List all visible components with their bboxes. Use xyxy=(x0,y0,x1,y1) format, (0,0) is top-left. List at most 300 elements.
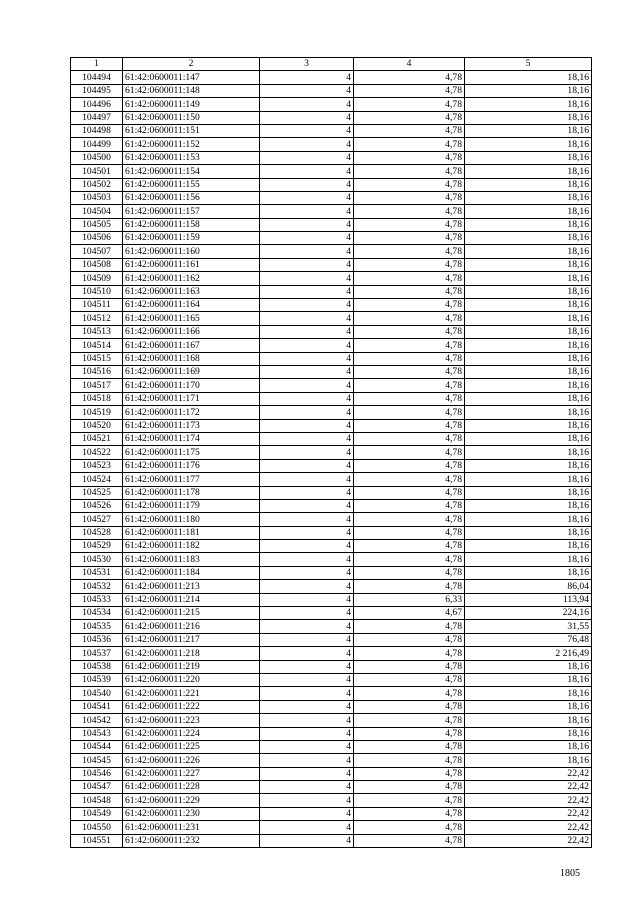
cell-row-number: 104526 xyxy=(71,499,123,512)
cell-row-number: 104499 xyxy=(71,138,123,151)
cell-row-number: 104551 xyxy=(71,834,123,847)
cell-col5: 18,16 xyxy=(465,660,592,673)
cell-cadastral-number: 61:42:0600011:155 xyxy=(123,178,260,191)
cell-row-number: 104506 xyxy=(71,232,123,245)
cell-col4: 4,78 xyxy=(354,633,465,646)
table-row xyxy=(71,178,592,191)
cell-col5: 18,16 xyxy=(465,339,592,352)
cell-col4: 4,78 xyxy=(354,767,465,780)
table-row xyxy=(71,540,592,553)
cell-row-number: 104512 xyxy=(71,312,123,325)
cell-row-number: 104531 xyxy=(71,566,123,579)
table-row xyxy=(71,660,592,673)
cell-cadastral-number: 61:42:0600011:165 xyxy=(123,312,260,325)
table-row xyxy=(71,714,592,727)
cell-col4: 4,78 xyxy=(354,258,465,271)
cell-row-number: 104549 xyxy=(71,807,123,820)
cell-col5: 18,16 xyxy=(465,151,592,164)
cell-cadastral-number: 61:42:0600011:172 xyxy=(123,406,260,419)
cell-cadastral-number: 61:42:0600011:216 xyxy=(123,620,260,633)
cell-col5: 18,16 xyxy=(465,727,592,740)
cell-cadastral-number: 61:42:0600011:229 xyxy=(123,794,260,807)
cell-row-number: 104532 xyxy=(71,580,123,593)
cell-col3: 4 xyxy=(260,834,354,847)
table-row xyxy=(71,486,592,499)
cell-col4: 4,78 xyxy=(354,124,465,137)
cell-col5: 18,16 xyxy=(465,714,592,727)
cell-cadastral-number: 61:42:0600011:152 xyxy=(123,138,260,151)
cell-col3: 4 xyxy=(260,486,354,499)
cell-cadastral-number: 61:42:0600011:174 xyxy=(123,432,260,445)
table-row xyxy=(71,620,592,633)
cell-col4: 4,78 xyxy=(354,98,465,111)
cell-col5: 18,16 xyxy=(465,245,592,258)
cell-col5: 18,16 xyxy=(465,312,592,325)
cell-row-number: 104496 xyxy=(71,98,123,111)
cell-col5: 18,16 xyxy=(465,553,592,566)
cell-col4: 4,78 xyxy=(354,794,465,807)
cell-col4: 4,78 xyxy=(354,151,465,164)
cell-col3: 4 xyxy=(260,727,354,740)
cell-col5: 18,16 xyxy=(465,138,592,151)
cell-col3: 4 xyxy=(260,740,354,753)
cell-row-number: 104511 xyxy=(71,299,123,312)
cell-col4: 4,78 xyxy=(354,473,465,486)
cell-col4: 4,78 xyxy=(354,432,465,445)
cell-row-number: 104536 xyxy=(71,633,123,646)
cell-row-number: 104530 xyxy=(71,553,123,566)
cell-col4: 4,78 xyxy=(354,647,465,660)
cell-row-number: 104515 xyxy=(71,352,123,365)
table-row xyxy=(71,526,592,539)
cell-cadastral-number: 61:42:0600011:151 xyxy=(123,124,260,137)
cell-col3: 4 xyxy=(260,473,354,486)
cell-col3: 4 xyxy=(260,700,354,713)
cell-row-number: 104513 xyxy=(71,325,123,338)
cell-col5: 18,16 xyxy=(465,419,592,432)
cell-row-number: 104500 xyxy=(71,151,123,164)
cell-col3: 4 xyxy=(260,446,354,459)
table-body xyxy=(71,71,592,848)
cell-col4: 4,78 xyxy=(354,486,465,499)
cell-cadastral-number: 61:42:0600011:162 xyxy=(123,272,260,285)
cell-col3: 4 xyxy=(260,151,354,164)
cell-col5: 18,16 xyxy=(465,473,592,486)
table-row xyxy=(71,285,592,298)
cell-cadastral-number: 61:42:0600011:215 xyxy=(123,607,260,620)
cell-col3: 4 xyxy=(260,272,354,285)
cell-col5: 22,42 xyxy=(465,821,592,834)
cell-row-number: 104547 xyxy=(71,781,123,794)
cell-col3: 4 xyxy=(260,205,354,218)
table-row xyxy=(71,299,592,312)
cell-col3: 4 xyxy=(260,84,354,97)
cell-col5: 18,16 xyxy=(465,285,592,298)
cell-col4: 4,78 xyxy=(354,700,465,713)
cell-cadastral-number: 61:42:0600011:181 xyxy=(123,526,260,539)
cell-row-number: 104523 xyxy=(71,459,123,472)
cell-col4: 4,78 xyxy=(354,71,465,84)
table-row xyxy=(71,459,592,472)
cell-row-number: 104519 xyxy=(71,406,123,419)
cell-col5: 18,16 xyxy=(465,218,592,231)
cell-col4: 4,78 xyxy=(354,178,465,191)
cell-col4: 4,78 xyxy=(354,379,465,392)
table-row xyxy=(71,446,592,459)
table-row xyxy=(71,727,592,740)
table-row xyxy=(71,111,592,124)
cell-cadastral-number: 61:42:0600011:164 xyxy=(123,299,260,312)
cell-col3: 4 xyxy=(260,245,354,258)
cell-cadastral-number: 61:42:0600011:167 xyxy=(123,339,260,352)
table-row xyxy=(71,165,592,178)
cell-col3: 4 xyxy=(260,339,354,352)
table-row xyxy=(71,352,592,365)
cell-col5: 18,16 xyxy=(465,392,592,405)
cell-cadastral-number: 61:42:0600011:147 xyxy=(123,71,260,84)
cell-col3: 4 xyxy=(260,754,354,767)
cell-col4: 4,78 xyxy=(354,339,465,352)
cell-row-number: 104521 xyxy=(71,432,123,445)
cell-col5: 18,16 xyxy=(465,84,592,97)
cell-cadastral-number: 61:42:0600011:219 xyxy=(123,660,260,673)
cell-col5: 18,16 xyxy=(465,513,592,526)
cell-col4: 4,78 xyxy=(354,299,465,312)
cell-col3: 4 xyxy=(260,821,354,834)
cell-cadastral-number: 61:42:0600011:227 xyxy=(123,767,260,780)
cell-col5: 31,55 xyxy=(465,620,592,633)
cell-col3: 4 xyxy=(260,258,354,271)
cell-cadastral-number: 61:42:0600011:156 xyxy=(123,191,260,204)
cell-row-number: 104502 xyxy=(71,178,123,191)
table-row xyxy=(71,473,592,486)
cell-row-number: 104545 xyxy=(71,754,123,767)
cell-col4: 4,78 xyxy=(354,714,465,727)
cell-col3: 4 xyxy=(260,553,354,566)
cell-cadastral-number: 61:42:0600011:163 xyxy=(123,285,260,298)
table-row xyxy=(71,580,592,593)
cell-cadastral-number: 61:42:0600011:220 xyxy=(123,673,260,686)
table-row xyxy=(71,392,592,405)
cell-row-number: 104497 xyxy=(71,111,123,124)
cell-cadastral-number: 61:42:0600011:173 xyxy=(123,419,260,432)
cell-col3: 4 xyxy=(260,98,354,111)
table-row xyxy=(71,740,592,753)
cell-col4: 4,78 xyxy=(354,325,465,338)
table-row xyxy=(71,312,592,325)
cell-col5: 76,48 xyxy=(465,633,592,646)
cell-cadastral-number: 61:42:0600011:179 xyxy=(123,499,260,512)
cell-cadastral-number: 61:42:0600011:157 xyxy=(123,205,260,218)
cell-col3: 4 xyxy=(260,138,354,151)
cell-row-number: 104520 xyxy=(71,419,123,432)
cell-col4: 4,78 xyxy=(354,513,465,526)
cell-row-number: 104525 xyxy=(71,486,123,499)
cell-cadastral-number: 61:42:0600011:232 xyxy=(123,834,260,847)
cell-col3: 4 xyxy=(260,673,354,686)
cell-row-number: 104494 xyxy=(71,71,123,84)
cell-col3: 4 xyxy=(260,299,354,312)
column-header: 2 xyxy=(123,58,260,71)
cell-cadastral-number: 61:42:0600011:149 xyxy=(123,98,260,111)
cell-col5: 18,16 xyxy=(465,205,592,218)
table-row xyxy=(71,553,592,566)
cell-col4: 4,78 xyxy=(354,218,465,231)
cell-cadastral-number: 61:42:0600011:161 xyxy=(123,258,260,271)
cell-col3: 4 xyxy=(260,419,354,432)
cell-row-number: 104498 xyxy=(71,124,123,137)
cell-cadastral-number: 61:42:0600011:178 xyxy=(123,486,260,499)
cell-col4: 4,78 xyxy=(354,553,465,566)
cell-col4: 4,78 xyxy=(354,821,465,834)
cell-row-number: 104537 xyxy=(71,647,123,660)
cell-col5: 18,16 xyxy=(465,178,592,191)
cell-row-number: 104542 xyxy=(71,714,123,727)
cell-col4: 4,78 xyxy=(354,566,465,579)
table-row xyxy=(71,419,592,432)
cell-row-number: 104540 xyxy=(71,687,123,700)
cell-col3: 4 xyxy=(260,352,354,365)
cell-col4: 4,78 xyxy=(354,740,465,753)
table-row xyxy=(71,513,592,526)
cell-cadastral-number: 61:42:0600011:171 xyxy=(123,392,260,405)
cell-col5: 18,16 xyxy=(465,486,592,499)
cell-col3: 4 xyxy=(260,807,354,820)
table-row xyxy=(71,124,592,137)
cell-row-number: 104529 xyxy=(71,540,123,553)
cell-cadastral-number: 61:42:0600011:170 xyxy=(123,379,260,392)
cell-col3: 4 xyxy=(260,191,354,204)
cell-cadastral-number: 61:42:0600011:213 xyxy=(123,580,260,593)
cell-col4: 4,78 xyxy=(354,165,465,178)
table-row xyxy=(71,821,592,834)
cell-col5: 18,16 xyxy=(465,232,592,245)
cell-cadastral-number: 61:42:0600011:226 xyxy=(123,754,260,767)
table-header-row xyxy=(71,58,592,71)
cell-cadastral-number: 61:42:0600011:166 xyxy=(123,325,260,338)
cell-col3: 4 xyxy=(260,165,354,178)
cell-col5: 86,04 xyxy=(465,580,592,593)
cell-col3: 4 xyxy=(260,526,354,539)
cell-col3: 4 xyxy=(260,593,354,606)
cell-col3: 4 xyxy=(260,232,354,245)
cell-col4: 4,78 xyxy=(354,245,465,258)
cell-cadastral-number: 61:42:0600011:180 xyxy=(123,513,260,526)
cell-col4: 4,67 xyxy=(354,607,465,620)
cell-row-number: 104535 xyxy=(71,620,123,633)
table-row xyxy=(71,138,592,151)
data-table xyxy=(70,57,592,848)
cell-col5: 22,42 xyxy=(465,781,592,794)
cell-row-number: 104505 xyxy=(71,218,123,231)
cell-col3: 4 xyxy=(260,325,354,338)
column-header: 1 xyxy=(71,58,123,71)
cell-col4: 4,78 xyxy=(354,754,465,767)
table-row xyxy=(71,205,592,218)
table-row xyxy=(71,647,592,660)
cell-row-number: 104509 xyxy=(71,272,123,285)
cell-row-number: 104508 xyxy=(71,258,123,271)
cell-row-number: 104533 xyxy=(71,593,123,606)
cell-cadastral-number: 61:42:0600011:230 xyxy=(123,807,260,820)
table-row xyxy=(71,218,592,231)
cell-cadastral-number: 61:42:0600011:154 xyxy=(123,165,260,178)
cell-row-number: 104524 xyxy=(71,473,123,486)
table-row xyxy=(71,566,592,579)
table-row xyxy=(71,754,592,767)
table-row xyxy=(71,673,592,686)
cell-col5: 18,16 xyxy=(465,687,592,700)
cell-row-number: 104522 xyxy=(71,446,123,459)
table-row xyxy=(71,834,592,847)
column-header: 3 xyxy=(260,58,354,71)
cell-row-number: 104495 xyxy=(71,84,123,97)
cell-col5: 18,16 xyxy=(465,446,592,459)
cell-col5: 18,16 xyxy=(465,499,592,512)
table-row xyxy=(71,71,592,84)
table-row xyxy=(71,339,592,352)
cell-cadastral-number: 61:42:0600011:182 xyxy=(123,540,260,553)
cell-col4: 4,78 xyxy=(354,191,465,204)
cell-col4: 4,78 xyxy=(354,205,465,218)
cell-col5: 113,94 xyxy=(465,593,592,606)
cell-col4: 4,78 xyxy=(354,540,465,553)
cell-col3: 4 xyxy=(260,71,354,84)
cell-col4: 4,78 xyxy=(354,781,465,794)
cell-col5: 18,16 xyxy=(465,740,592,753)
table-row xyxy=(71,245,592,258)
cell-col3: 4 xyxy=(260,312,354,325)
table-row xyxy=(71,633,592,646)
column-header: 5 xyxy=(465,58,592,71)
cell-col5: 18,16 xyxy=(465,299,592,312)
cell-col3: 4 xyxy=(260,432,354,445)
cell-cadastral-number: 61:42:0600011:218 xyxy=(123,647,260,660)
cell-col5: 18,16 xyxy=(465,526,592,539)
cell-col4: 4,78 xyxy=(354,446,465,459)
cell-col3: 4 xyxy=(260,513,354,526)
table-row xyxy=(71,794,592,807)
cell-col5: 18,16 xyxy=(465,540,592,553)
page-number: 1805 xyxy=(560,868,580,879)
table-row xyxy=(71,499,592,512)
cell-col5: 18,16 xyxy=(465,459,592,472)
table-row xyxy=(71,365,592,378)
cell-cadastral-number: 61:42:0600011:168 xyxy=(123,352,260,365)
cell-col4: 4,78 xyxy=(354,807,465,820)
cell-col3: 4 xyxy=(260,111,354,124)
table-row xyxy=(71,151,592,164)
cell-cadastral-number: 61:42:0600011:225 xyxy=(123,740,260,753)
cell-row-number: 104541 xyxy=(71,700,123,713)
cell-col3: 4 xyxy=(260,566,354,579)
cell-row-number: 104514 xyxy=(71,339,123,352)
cell-cadastral-number: 61:42:0600011:183 xyxy=(123,553,260,566)
cell-col3: 4 xyxy=(260,379,354,392)
cell-col5: 18,16 xyxy=(465,258,592,271)
cell-cadastral-number: 61:42:0600011:160 xyxy=(123,245,260,258)
cell-col5: 18,16 xyxy=(465,754,592,767)
cell-row-number: 104534 xyxy=(71,607,123,620)
cell-col3: 4 xyxy=(260,580,354,593)
cell-col3: 4 xyxy=(260,767,354,780)
cell-col5: 18,16 xyxy=(465,98,592,111)
cell-col5: 18,16 xyxy=(465,406,592,419)
cell-col5: 18,16 xyxy=(465,379,592,392)
cell-cadastral-number: 61:42:0600011:224 xyxy=(123,727,260,740)
cell-row-number: 104550 xyxy=(71,821,123,834)
cell-col5: 2 216,49 xyxy=(465,647,592,660)
cell-col4: 4,78 xyxy=(354,406,465,419)
table-row xyxy=(71,687,592,700)
cell-col4: 4,78 xyxy=(354,111,465,124)
cell-row-number: 104528 xyxy=(71,526,123,539)
cell-col4: 4,78 xyxy=(354,499,465,512)
cell-col3: 4 xyxy=(260,620,354,633)
cell-col5: 22,42 xyxy=(465,834,592,847)
cell-cadastral-number: 61:42:0600011:221 xyxy=(123,687,260,700)
cell-col3: 4 xyxy=(260,124,354,137)
cell-cadastral-number: 61:42:0600011:217 xyxy=(123,633,260,646)
cell-cadastral-number: 61:42:0600011:231 xyxy=(123,821,260,834)
cell-col3: 4 xyxy=(260,459,354,472)
cell-col4: 4,78 xyxy=(354,620,465,633)
cell-col3: 4 xyxy=(260,178,354,191)
cell-col3: 4 xyxy=(260,687,354,700)
cell-col5: 18,16 xyxy=(465,71,592,84)
table-row xyxy=(71,191,592,204)
cell-col5: 18,16 xyxy=(465,272,592,285)
cell-col4: 4,78 xyxy=(354,232,465,245)
table-row xyxy=(71,272,592,285)
table-row xyxy=(71,325,592,338)
cell-col5: 18,16 xyxy=(465,352,592,365)
cell-col4: 4,78 xyxy=(354,459,465,472)
cell-col3: 4 xyxy=(260,781,354,794)
cell-col3: 4 xyxy=(260,607,354,620)
column-header: 4 xyxy=(354,58,465,71)
cell-row-number: 104527 xyxy=(71,513,123,526)
cell-row-number: 104539 xyxy=(71,673,123,686)
cell-col4: 4,78 xyxy=(354,834,465,847)
cell-cadastral-number: 61:42:0600011:153 xyxy=(123,151,260,164)
cell-row-number: 104538 xyxy=(71,660,123,673)
table-row xyxy=(71,700,592,713)
cell-col5: 22,42 xyxy=(465,807,592,820)
cell-col3: 4 xyxy=(260,285,354,298)
cell-cadastral-number: 61:42:0600011:177 xyxy=(123,473,260,486)
cell-col4: 4,78 xyxy=(354,138,465,151)
cell-cadastral-number: 61:42:0600011:228 xyxy=(123,781,260,794)
cell-col3: 4 xyxy=(260,714,354,727)
cell-col3: 4 xyxy=(260,406,354,419)
cell-col5: 18,16 xyxy=(465,432,592,445)
cell-cadastral-number: 61:42:0600011:148 xyxy=(123,84,260,97)
cell-col4: 4,78 xyxy=(354,272,465,285)
table-row xyxy=(71,98,592,111)
cell-row-number: 104546 xyxy=(71,767,123,780)
table-row xyxy=(71,84,592,97)
cell-row-number: 104501 xyxy=(71,165,123,178)
cell-col5: 18,16 xyxy=(465,191,592,204)
cell-col5: 18,16 xyxy=(465,700,592,713)
cell-col4: 4,78 xyxy=(354,392,465,405)
cell-cadastral-number: 61:42:0600011:222 xyxy=(123,700,260,713)
cell-col4: 4,78 xyxy=(354,84,465,97)
cell-col5: 18,16 xyxy=(465,165,592,178)
cell-row-number: 104507 xyxy=(71,245,123,258)
cell-row-number: 104503 xyxy=(71,191,123,204)
